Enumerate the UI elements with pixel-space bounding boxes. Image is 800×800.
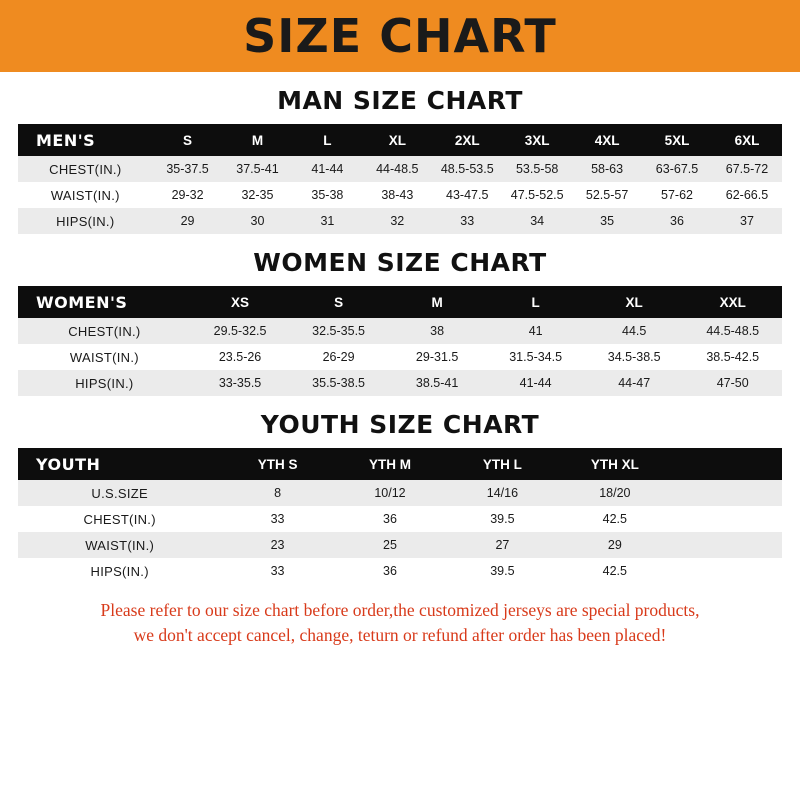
women-hips-s: 35.5-38.5 <box>289 370 388 396</box>
youth-hips-s: 33 <box>221 558 333 584</box>
women-hips-xxl: 47-50 <box>683 370 782 396</box>
women-size-table <box>18 286 782 396</box>
men-chest-m: 37.5-41 <box>223 156 293 182</box>
men-chest-3xl: 53.5-58 <box>502 156 572 182</box>
table-row <box>18 558 782 584</box>
men-hips-4xl: 35 <box>572 208 642 234</box>
youth-chest-s: 33 <box>221 506 333 532</box>
youth-hips-xl: 42.5 <box>559 558 671 584</box>
men-header-s: S <box>153 124 223 156</box>
youth-waist-xl: 29 <box>559 532 671 558</box>
women-hips-xs: 33-35.5 <box>191 370 290 396</box>
youth-chest-spacer <box>671 506 782 532</box>
women-waist-xs: 23.5-26 <box>191 344 290 370</box>
youth-ussize-l: 14/16 <box>446 480 558 506</box>
women-waist-m: 29-31.5 <box>388 344 487 370</box>
women-chest-m: 38 <box>388 318 487 344</box>
men-waist-4xl: 52.5-57 <box>572 182 642 208</box>
men-header-xl: XL <box>362 124 432 156</box>
men-chest-2xl: 48.5-53.5 <box>432 156 502 182</box>
table-row <box>18 156 782 182</box>
table-row <box>18 318 782 344</box>
youth-chest-l: 39.5 <box>446 506 558 532</box>
youth-hips-spacer <box>671 558 782 584</box>
youth-chest-xl: 42.5 <box>559 506 671 532</box>
youth-hips-l: 39.5 <box>446 558 558 584</box>
table-header-row <box>18 448 782 480</box>
women-header-xs: XS <box>191 286 290 318</box>
table-row <box>18 480 782 506</box>
table-row <box>18 344 782 370</box>
table-row <box>18 182 782 208</box>
men-waist-6xl: 62-66.5 <box>712 182 782 208</box>
footer-note-line-2: we don't accept cancel, change, teturn or refund after order has been placed! <box>133 625 667 646</box>
youth-waist-l: 27 <box>446 532 558 558</box>
men-waist-3xl: 47.5-52.5 <box>502 182 572 208</box>
men-header-label: MEN'S <box>18 124 153 156</box>
youth-table-body <box>18 480 782 584</box>
men-header-6xl: 6XL <box>712 124 782 156</box>
youth-waist-spacer <box>671 532 782 558</box>
section-title-youth: YOUTH SIZE CHART <box>260 410 540 439</box>
women-chest-l: 41 <box>486 318 585 344</box>
men-table-head <box>18 124 782 156</box>
youth-row-waist-label: WAIST(IN.) <box>18 532 221 558</box>
youth-header-xl: YTH XL <box>559 448 671 480</box>
youth-hips-m: 36 <box>334 558 446 584</box>
section-title-women: WOMEN SIZE CHART <box>253 248 547 277</box>
women-header-s: S <box>289 286 388 318</box>
women-header-l: L <box>486 286 585 318</box>
youth-header-label: YOUTH <box>18 448 221 480</box>
women-table-head <box>18 286 782 318</box>
men-chest-6xl: 67.5-72 <box>712 156 782 182</box>
men-waist-s: 29-32 <box>153 182 223 208</box>
youth-ussize-s: 8 <box>221 480 333 506</box>
men-size-table <box>18 124 782 234</box>
men-row-chest-label: CHEST(IN.) <box>18 156 153 182</box>
women-waist-s: 26-29 <box>289 344 388 370</box>
youth-waist-m: 25 <box>334 532 446 558</box>
men-hips-5xl: 36 <box>642 208 712 234</box>
men-waist-xl: 38-43 <box>362 182 432 208</box>
youth-row-ussize-label: U.S.SIZE <box>18 480 221 506</box>
men-header-3xl: 3XL <box>502 124 572 156</box>
men-chest-l: 41-44 <box>292 156 362 182</box>
women-waist-l: 31.5-34.5 <box>486 344 585 370</box>
women-header-xl: XL <box>585 286 684 318</box>
women-hips-l: 41-44 <box>486 370 585 396</box>
men-header-l: L <box>292 124 362 156</box>
women-header-label: WOMEN'S <box>18 286 191 318</box>
table-header-row <box>18 124 782 156</box>
men-hips-2xl: 33 <box>432 208 502 234</box>
footer-note-line-1: Please refer to our size chart before order,the customized jerseys are special products, <box>100 600 700 620</box>
youth-size-table <box>18 448 782 584</box>
table-row <box>18 370 782 396</box>
men-hips-s: 29 <box>153 208 223 234</box>
women-row-chest-label: CHEST(IN.) <box>18 318 191 344</box>
women-row-waist-label: WAIST(IN.) <box>18 344 191 370</box>
men-hips-xl: 32 <box>362 208 432 234</box>
men-table-body <box>18 156 782 234</box>
men-hips-m: 30 <box>223 208 293 234</box>
section-title-men: MAN SIZE CHART <box>277 86 523 115</box>
women-chest-xxl: 44.5-48.5 <box>683 318 782 344</box>
women-row-hips-label: HIPS(IN.) <box>18 370 191 396</box>
women-header-m: M <box>388 286 487 318</box>
youth-header-l: YTH L <box>446 448 558 480</box>
footer-note <box>18 598 782 649</box>
men-waist-m: 32-35 <box>223 182 293 208</box>
men-header-5xl: 5XL <box>642 124 712 156</box>
men-row-hips-label: HIPS(IN.) <box>18 208 153 234</box>
women-hips-m: 38.5-41 <box>388 370 487 396</box>
women-header-xxl: XXL <box>683 286 782 318</box>
youth-ussize-m: 10/12 <box>334 480 446 506</box>
men-waist-2xl: 43-47.5 <box>432 182 502 208</box>
men-hips-6xl: 37 <box>712 208 782 234</box>
youth-ussize-spacer <box>671 480 782 506</box>
men-row-waist-label: WAIST(IN.) <box>18 182 153 208</box>
page-title: SIZE CHART <box>243 9 557 63</box>
men-chest-5xl: 63-67.5 <box>642 156 712 182</box>
men-header-4xl: 4XL <box>572 124 642 156</box>
men-chest-s: 35-37.5 <box>153 156 223 182</box>
men-waist-l: 35-38 <box>292 182 362 208</box>
youth-row-hips-label: HIPS(IN.) <box>18 558 221 584</box>
youth-header-s: YTH S <box>221 448 333 480</box>
women-table-body <box>18 318 782 396</box>
content <box>0 86 800 649</box>
women-hips-xl: 44-47 <box>585 370 684 396</box>
youth-header-m: YTH M <box>334 448 446 480</box>
table-header-row <box>18 286 782 318</box>
women-chest-xs: 29.5-32.5 <box>191 318 290 344</box>
women-waist-xl: 34.5-38.5 <box>585 344 684 370</box>
youth-waist-s: 23 <box>221 532 333 558</box>
youth-ussize-xl: 18/20 <box>559 480 671 506</box>
men-header-2xl: 2XL <box>432 124 502 156</box>
banner <box>0 0 800 72</box>
men-header-m: M <box>223 124 293 156</box>
youth-row-chest-label: CHEST(IN.) <box>18 506 221 532</box>
men-waist-5xl: 57-62 <box>642 182 712 208</box>
youth-chest-m: 36 <box>334 506 446 532</box>
men-hips-3xl: 34 <box>502 208 572 234</box>
men-chest-xl: 44-48.5 <box>362 156 432 182</box>
men-chest-4xl: 58-63 <box>572 156 642 182</box>
women-chest-s: 32.5-35.5 <box>289 318 388 344</box>
youth-header-spacer <box>671 448 782 480</box>
table-row <box>18 208 782 234</box>
table-row <box>18 532 782 558</box>
women-chest-xl: 44.5 <box>585 318 684 344</box>
women-waist-xxl: 38.5-42.5 <box>683 344 782 370</box>
table-row <box>18 506 782 532</box>
men-hips-l: 31 <box>292 208 362 234</box>
youth-table-head <box>18 448 782 480</box>
